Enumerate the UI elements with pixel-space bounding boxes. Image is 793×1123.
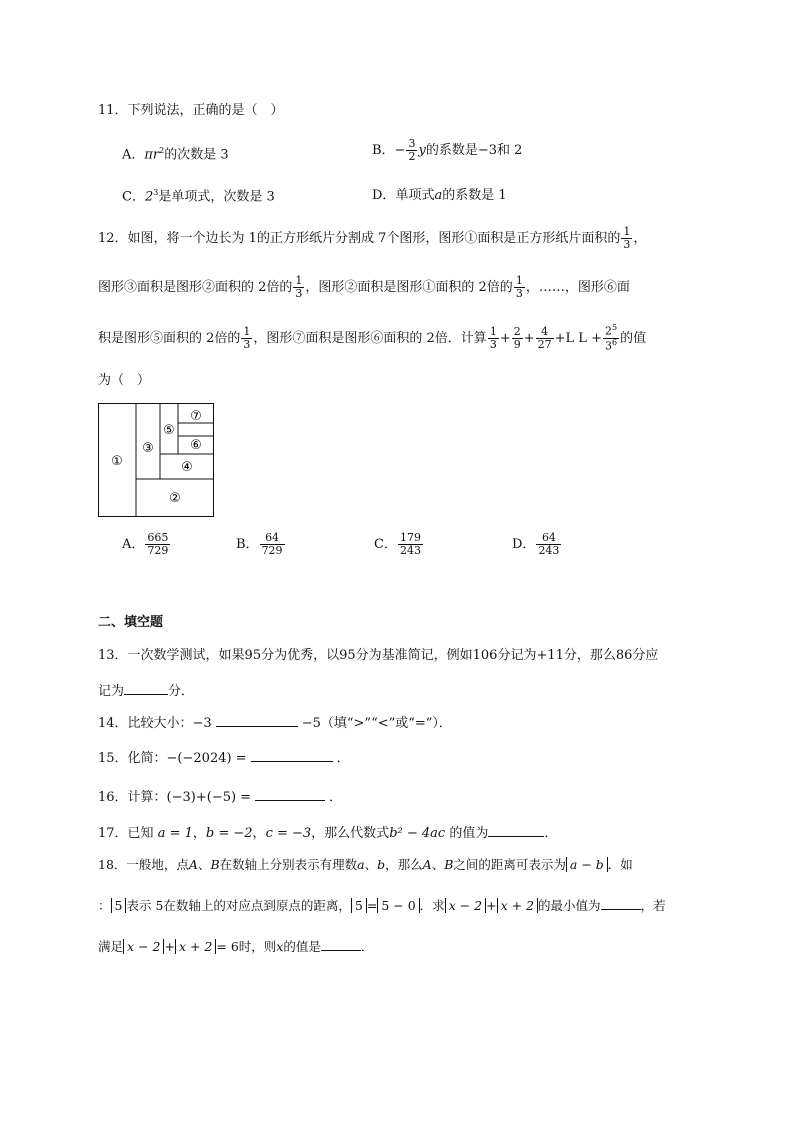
base: 2 — [604, 324, 612, 338]
figure-label-4: ④ — [181, 460, 193, 475]
fraction-den: 243 — [538, 544, 560, 558]
figure-label-3: ③ — [142, 441, 154, 456]
math-sup: 2 — [159, 146, 165, 155]
q18-text: 、 — [364, 857, 378, 872]
fraction-den — [603, 339, 619, 353]
section-title: 二、填空题 — [98, 615, 164, 630]
fraction-den: 729 — [147, 544, 169, 558]
q15 — [98, 749, 350, 765]
q18-text: 、 — [197, 857, 211, 872]
separator: ， — [252, 826, 266, 841]
math-sup: 3 — [153, 188, 159, 197]
q12-option-c — [374, 532, 424, 557]
q12-text: 积是图形⑤面积的 2倍的 — [98, 330, 241, 346]
q17 — [98, 824, 557, 840]
option-text: 单项式 — [395, 188, 435, 203]
q17-text: 17．已知 — [98, 826, 158, 841]
plus-sign: + — [486, 898, 497, 913]
fraction — [406, 138, 417, 163]
q11-option-a — [122, 147, 229, 161]
fraction — [514, 275, 525, 300]
q13-line1: 13．一次数学测试，如果95分为优秀，以95分为基准简记，例如106分记为+11分，那么86分应 — [98, 648, 659, 663]
q18-text: ，那么 — [385, 857, 423, 872]
absolute-value: 5 − 0 — [377, 898, 419, 913]
fraction — [293, 275, 304, 300]
q18-text: ，若 — [640, 898, 666, 913]
fraction — [241, 326, 252, 351]
math-eq: = 6 — [216, 939, 239, 954]
q12-text: 12．如图，将一个边长为 1的正方形纸片分割成 7个图形，图形①面积是正方形纸片面积的 — [98, 231, 621, 247]
ellipsis: L L — [565, 330, 587, 346]
q17-text: ． — [544, 826, 558, 841]
q12-text: ，……，图形⑥面 — [525, 280, 630, 296]
figure-label-5: ⑤ — [163, 423, 175, 438]
q13-text: 记为 — [98, 684, 125, 699]
fraction-den: 3 — [623, 238, 631, 252]
absolute-value: 5 — [351, 898, 367, 913]
fraction-num: 1 — [243, 324, 251, 338]
q16 — [98, 788, 342, 804]
answer-blank[interactable] — [124, 682, 168, 695]
math-var: b — [377, 857, 386, 872]
q15-text: ． — [336, 751, 350, 766]
sum-term-last — [603, 324, 619, 353]
fraction-den: 729 — [261, 544, 283, 558]
math-eq: c = −3 — [265, 826, 312, 841]
plus-sign: + — [523, 330, 535, 346]
fraction-den: 3 — [489, 337, 497, 351]
q18-line1 — [98, 857, 633, 872]
q18-text: 之间的距离可表示为 — [453, 857, 566, 872]
figure-svg — [98, 403, 214, 517]
math-var: A — [188, 857, 198, 872]
q18-text: 的值是 — [283, 939, 321, 954]
math-expr: 2 — [144, 189, 154, 205]
exponent: 6 — [611, 337, 618, 347]
fraction-num: 179 — [399, 531, 421, 544]
q16-text: ． — [329, 790, 343, 805]
q14-text: −5（填“>”“<”或“=”）． — [301, 716, 452, 731]
q17-text: 的值为 — [445, 826, 489, 841]
q13-line2 — [98, 682, 194, 698]
q18-text: 时，则 — [238, 939, 277, 954]
math-neg: − — [394, 143, 406, 159]
math-eq: a = 1 — [157, 826, 193, 841]
fraction-den: 27 — [537, 337, 552, 351]
fraction-num: 665 — [147, 531, 169, 544]
q12-text: ，图形⑦面积是图形⑥面积的 2倍．计算 — [253, 330, 487, 346]
fraction — [260, 532, 285, 557]
q12-option-b — [236, 532, 286, 557]
q18-text: ．如 — [607, 857, 633, 872]
option-label: B． — [236, 537, 259, 553]
q11-stem: 11．下列说法，正确的是（ ） — [98, 103, 284, 118]
q15-text: 15．化简：−(−2024) = — [98, 751, 247, 766]
q18-text: 在数轴上分别表示有理数 — [219, 857, 358, 872]
q18-text: 的最小值为 — [538, 898, 601, 913]
fraction-den: 3 — [515, 287, 523, 301]
q12-option-d — [512, 532, 562, 557]
square-partition-figure — [98, 403, 214, 517]
math-var: A — [422, 857, 432, 872]
fraction-num: 1 — [489, 324, 497, 338]
option-text: 的系数是 1 — [442, 188, 507, 203]
option-label: D． — [372, 188, 396, 203]
fraction-den: 2 — [408, 150, 416, 164]
math-var: x — [276, 939, 284, 954]
base: 3 — [604, 339, 612, 353]
q18-line2 — [98, 897, 666, 913]
option-label: C． — [374, 537, 397, 553]
answer-blank[interactable] — [251, 749, 333, 762]
answer-blank[interactable] — [255, 788, 325, 801]
fraction — [398, 532, 423, 557]
sum-term-1 — [488, 326, 499, 351]
q13-text: 分． — [168, 684, 195, 699]
answer-blank[interactable] — [321, 938, 361, 951]
math-var: a — [434, 188, 443, 203]
q12-option-a — [122, 532, 171, 557]
fraction-den: 243 — [399, 544, 421, 558]
plus-sign: + — [499, 330, 511, 346]
math-expr: b² − 4ac — [389, 826, 446, 841]
q11-option-c — [122, 189, 275, 203]
equals-sign: = — [366, 898, 378, 913]
math-var: B — [444, 857, 454, 872]
q12-line3 — [98, 324, 646, 353]
absolute-value: x + 2 — [175, 939, 216, 954]
math-eq: b = −2 — [205, 826, 253, 841]
math-expr: πr — [144, 147, 160, 163]
option-text: 的次数是 3 — [164, 147, 229, 163]
plus-sign: + — [554, 330, 566, 346]
sum-term-2 — [512, 326, 523, 351]
fraction-num: 1 — [295, 274, 303, 287]
q12-line4: 为（ ） — [98, 373, 151, 388]
figure-label-6: ⑥ — [190, 438, 202, 453]
q14 — [98, 714, 452, 730]
q18-text: ． — [360, 939, 374, 954]
q18-text: ： — [98, 898, 111, 913]
fraction-num: 1 — [623, 225, 631, 238]
q16-text: 16．计算：(−3)+(−5) = — [98, 790, 252, 805]
option-text: 的系数是−3和 2 — [425, 143, 523, 159]
answer-blank[interactable] — [601, 897, 641, 910]
q18-text: 18．一般地，点 — [98, 857, 189, 872]
fraction — [145, 532, 170, 557]
q17-text: ，那么代数式 — [311, 826, 390, 841]
q18-text: 满足 — [98, 939, 124, 954]
absolute-value: 5 — [111, 898, 127, 913]
fraction-num: 4 — [536, 326, 554, 339]
fraction-num: 3 — [408, 137, 416, 150]
fraction-num — [603, 324, 619, 339]
answer-blank[interactable] — [216, 714, 298, 727]
absolute-value: x − 2 — [445, 898, 486, 913]
answer-blank[interactable] — [488, 824, 544, 837]
absolute-value: a − b — [566, 857, 608, 872]
option-label: B． — [372, 143, 395, 159]
plus-sign: + — [164, 939, 175, 954]
q18-text: ．求 — [419, 898, 445, 913]
q11-option-b — [372, 138, 522, 163]
fraction-num: 64 — [260, 532, 285, 545]
q18-text: 表示 5在数轴上的对应点到原点的距离， — [126, 898, 351, 913]
separator: ， — [192, 826, 206, 841]
sum-term-3 — [536, 326, 554, 351]
q11-option-d — [372, 189, 507, 202]
figure-label-1: ① — [111, 454, 123, 469]
q12-text: 图形③面积是图形②面积的 2倍的 — [98, 280, 293, 296]
option-label: A． — [122, 147, 145, 163]
math-var: B — [210, 857, 220, 872]
option-label: C． — [122, 189, 145, 205]
fraction-den: 9 — [513, 337, 521, 351]
figure-label-2: ② — [169, 491, 181, 506]
fraction-num: 1 — [515, 274, 523, 287]
fraction-num: 2 — [513, 324, 521, 338]
option-label: D． — [512, 537, 536, 553]
absolute-value: x − 2 — [123, 939, 164, 954]
fraction-den: 3 — [295, 287, 303, 301]
q12-text: ，图形②面积是图形①面积的 2倍的 — [305, 280, 513, 296]
math-var: a — [357, 857, 365, 872]
figure-label-7: ⑦ — [190, 409, 202, 424]
exponent: 5 — [611, 323, 618, 332]
plus-sign: + — [591, 330, 602, 346]
q12-line1: 12．如图，将一个边长为 1的正方形纸片分割成 7个图形，图形①面积是正方形纸片面积的 $\frac{1}{3}$ ， — [98, 225, 647, 252]
fraction — [621, 226, 632, 251]
option-text: 是单项式，次数是 3 — [158, 189, 275, 205]
math-var: y — [418, 143, 426, 159]
absolute-value: x + 2 — [497, 898, 538, 913]
q18-line3 — [98, 938, 373, 954]
q12-text: 的值 — [620, 330, 647, 346]
option-label: A． — [122, 537, 145, 553]
fraction-den: 3 — [243, 337, 251, 351]
fraction-num: 64 — [536, 532, 561, 545]
q12-line2 — [98, 275, 630, 300]
q18-text: 、 — [431, 857, 445, 872]
q14-text: 14．比较大小：−3 — [98, 716, 212, 731]
fraction — [536, 532, 561, 557]
